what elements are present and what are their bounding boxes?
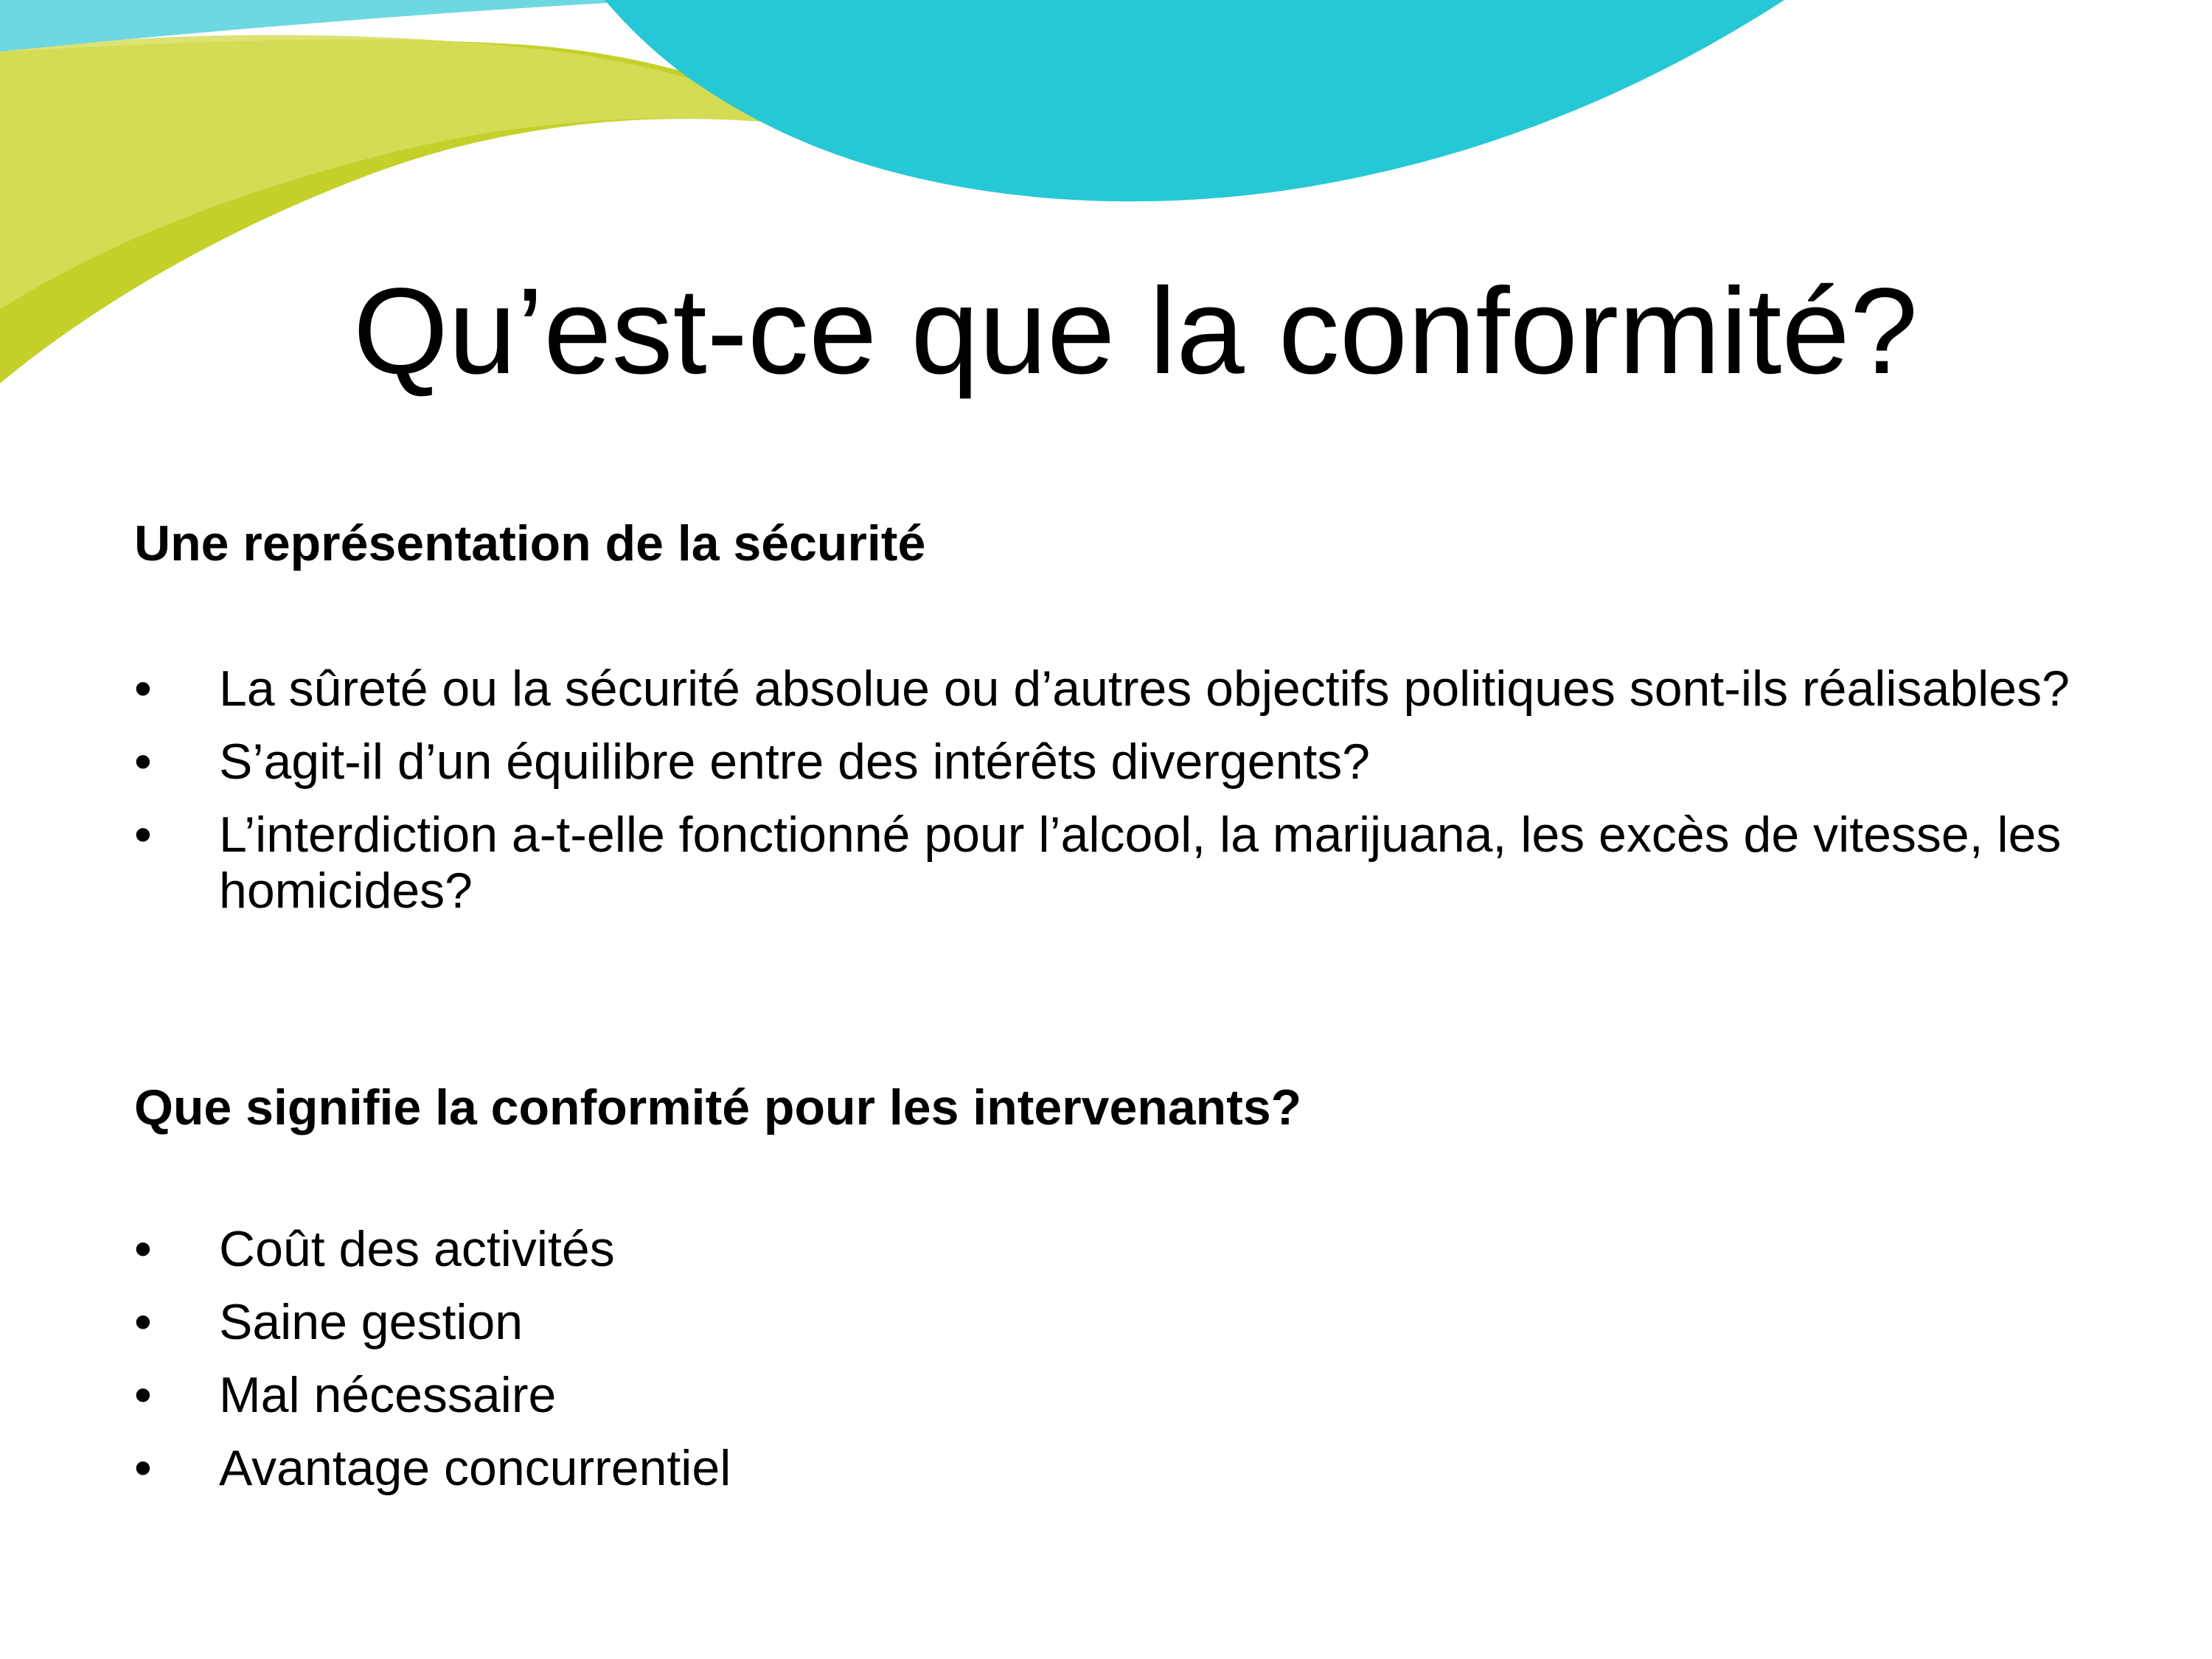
section-heading-text: Une représentation de la sécurité [134,515,926,571]
bullet-list-2 [134,1221,2088,1513]
list-item-text: Saine gestion [219,1294,524,1350]
section-heading-2 [134,1078,2088,1137]
bullet-icon: • [134,807,152,863]
bullet-icon: • [134,1440,152,1496]
list-item [134,1440,2088,1496]
list-item [134,807,2088,919]
bullet-icon: • [134,661,152,717]
list-item [134,1367,2088,1423]
list-item [134,661,2088,717]
section-heading-1 [134,514,2088,573]
list-item-text: La sûreté ou la sécurité absolue ou d’autres objectifs politiques sont-ils réalisables? [219,661,2070,717]
list-item-text: L’interdiction a-t-elle fonctionné pour l’alcool, la marijuana, les excès de vitesse, les homicides? [219,807,2062,919]
cyan-wave-shape [605,0,1784,201]
list-item-text: Coût des activités [219,1221,615,1277]
bullet-icon: • [134,1221,152,1277]
bullet-list-1 [134,661,2088,936]
list-item [134,734,2088,790]
list-item-text: S’agit-il d’un équilibre entre des intérêts divergents? [219,734,1371,790]
list-item-text: Avantage concurrentiel [219,1440,731,1496]
bullet-icon: • [134,1294,152,1350]
section-heading-text: Que signifie la conformité pour les intervenants? [134,1079,1302,1135]
list-item [134,1221,2088,1277]
bullet-icon: • [134,734,152,790]
list-item-text: Mal nécessaire [219,1367,557,1423]
slide-title: Qu’est-ce que la conformité? [352,263,1919,400]
list-item [134,1294,2088,1350]
bullet-icon: • [134,1367,152,1423]
